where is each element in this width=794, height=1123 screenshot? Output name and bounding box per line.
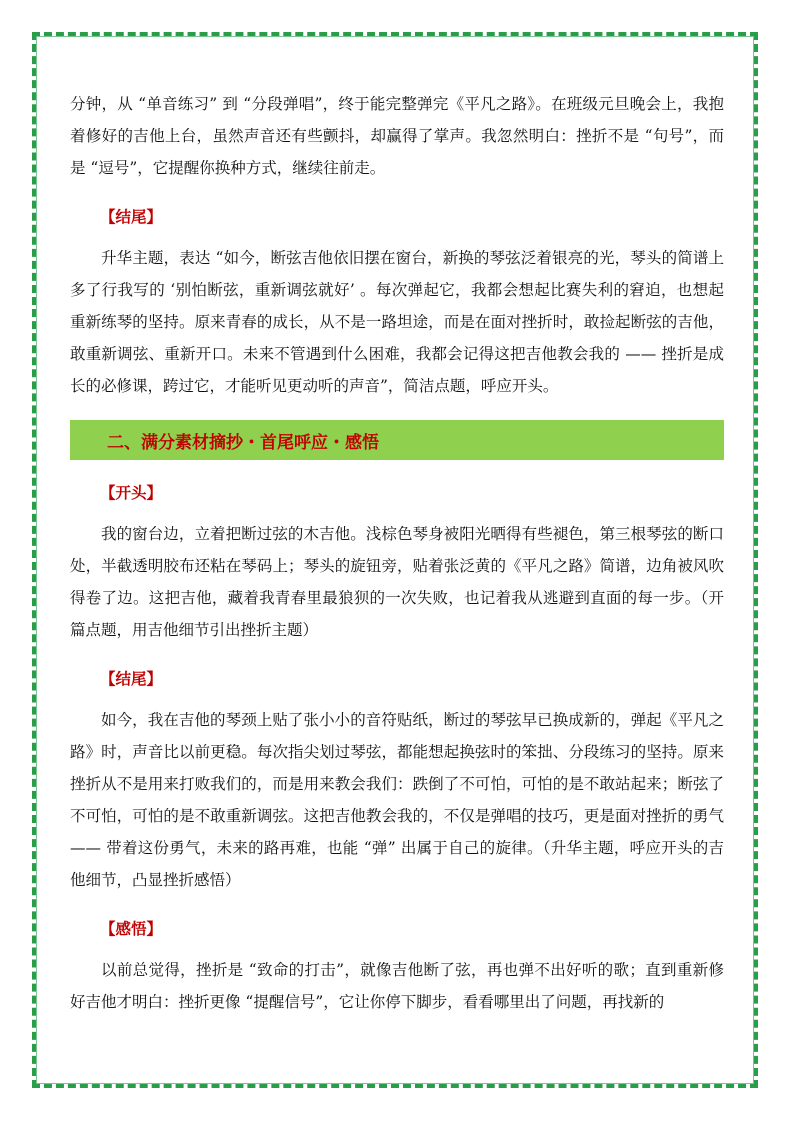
opening-paragraph: 我的窗台边，立着把断过弦的木吉他。浅棕色琴身被阳光晒得有些褪色，第三根琴弦的断口处，半截透明胶布还粘在琴码上；琴头的旋钮旁，贴着张泛黄的《平凡之路》简谱，边角被风吹得卷了边。这把吉他，藏着我青春里最狼狈的一次失败，也记着我从逃避到直面的每一步。（开篇点题，用吉他细节引出挫折主题） [70,525,724,639]
opening-label: 【开头】 [100,483,163,502]
paragraph-continued: 分钟，从 “单音练习” 到 “分段弹唱”，终于能完整弹完《平凡之路》。在班级元旦晚会上，我抱着修好的吉他上台，虽然声音还有些颤抖，却赢得了掌声。我忽然明白：挫折不是 “句号”，而是 “逗号”，它提醒你换种方式，继续往前走。 [70,95,724,177]
ending-paragraph: 升华主题，表达 “如今，断弦吉他依旧摆在窗台，新换的琴弦泛着银亮的光，琴头的简谱上多了行我写的 ‘别怕断弦，重新调弦就好’ 。每次弹起它，我都会想起比赛失利的窘迫，也想起重新练琴的坚持。原来青春的成长，从不是一路坦途，而是在面对挫折时，敢捡起断弦的吉他，敢重新调弦、重新开口。未来不管遇到什么困难，我都会记得这把吉他教会我的 —— 挫折是成长的必修课，跨过它，才能听见更动听的声音”，简洁点题，呼应开头。 [70,249,724,395]
insight-label: 【感悟】 [100,919,163,938]
ending-label-2: 【结尾】 [100,669,163,688]
document-body [70,88,724,1018]
section-title: 二、满分素材摘抄・首尾呼应・感悟 [107,432,379,453]
ending-paragraph-2: 如今，我在吉他的琴颈上贴了张小小的音符贴纸，断过的琴弦早已换成新的，弹起《平凡之路》时，声音比以前更稳。每次指尖划过琴弦，都能想起换弦时的笨拙、分段练习的坚持。原来挫折从不是用来打败我们的，而是用来教会我们：跌倒了不可怕，可怕的是不敢站起来；断弦了不可怕，可怕的是不敢重新调弦。这把吉他教会我的，不仅是弹唱的技巧，更是面对挫折的勇气 —— 带着这份勇气，未来的路再难，也能 “弹” 出属于自己的旋律。（升华主题，呼应开头的吉他细节，凸显挫折感悟） [70,711,724,889]
insight-paragraph: 以前总觉得，挫折是 “致命的打击”，就像吉他断了弦，再也弹不出好听的歌；直到重新修好吉他才明白：挫折更像 “提醒信号”，它让你停下脚步，看看哪里出了问题，再找新的 [70,961,724,1011]
section-heading-bar [70,420,724,460]
ending-label: 【结尾】 [100,207,163,226]
